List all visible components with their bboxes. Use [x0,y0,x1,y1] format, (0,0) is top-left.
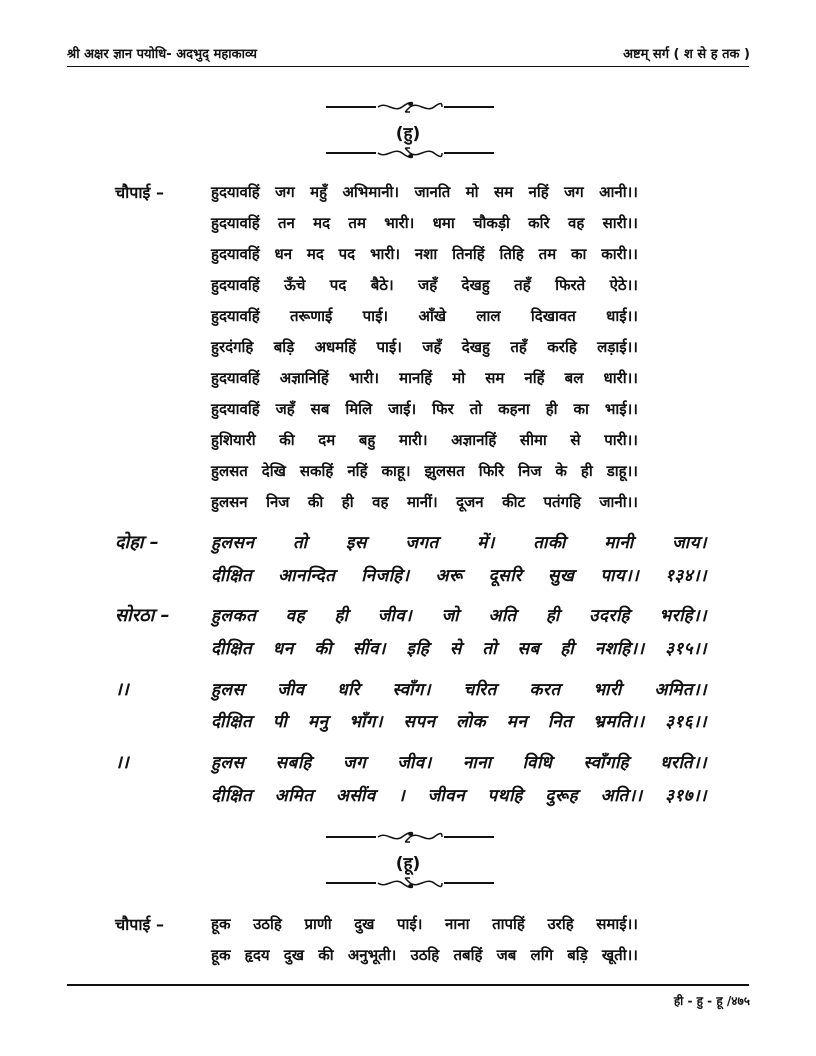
verse-line: हुदयावहिं ऊँचे पद बैठे। जहँ देखहु तहँ फिरते ऐठे।। [211,276,638,294]
section-heading-text: (हु) [395,124,421,144]
ornament-divider-top [326,830,494,844]
sortha-label: ।। [115,752,129,773]
ornament-divider-bottom [326,876,494,890]
sortha-line: हुलकत वह ही जीव। जो अति ही उदरहि भरहि।। [211,606,707,626]
flourish-icon [376,830,444,844]
flourish-icon [376,100,444,114]
verse-line: हुदयावहिं जग महुँ अभिमानी। जानति मो सम नहिं जग आनी।। [211,183,638,201]
verse-line: हुलसत देखि सकहिं नहिं काहू। झुलसत फिरि निज के ही डाहू।। [211,462,638,480]
chaupai-label: चौपाई – [115,915,164,934]
running-header-title: श्री अक्षर ज्ञान पयोधि- अदभुद् महाकाव्य [67,47,257,62]
footer-rule [67,984,749,986]
header-rule [67,66,749,67]
flourish-icon [376,876,444,890]
verse-line: हुदयावहिं तरूणाई पाई। आँखे लाल दिखावत धाई।। [211,307,638,325]
ornament-divider-top [326,100,494,114]
verse-line: हूक उठहि प्राणी दुख पाई। नाना तापहिं उरहि समाई।। [211,915,638,933]
sortha-line: दीक्षित धन की सींव। इहि से तो सब ही नशहि।। ३१५।। [211,639,707,659]
doha-label: दोहा – [115,532,159,553]
verse-line: हुलसन निज की ही वह मानीं। दूजन कीट पतंगहि जानी।। [211,493,638,511]
sortha-label: ।। [115,679,129,700]
verse-line: हुशियारी की दम बहु मारी। अज्ञानहिं सीमा से पारी।। [211,431,638,449]
verse-line: हुदयावहिं तन मद तम भारी। धमा चौकड़ी करि वह सारी।। [211,214,638,232]
sortha-line: हुलस जीव धरि स्वाँग। चरित करत भारी अमित।। [211,680,707,700]
verse-line: हुदयावहिं जहँ सब मिलि जाई। फिर तो कहना ही का भाई।। [211,400,638,418]
verse-line: हुदयावहिं अज्ञानिहिं भारी। मानहिं मो सम नहिं बल धारी।। [211,369,638,387]
flourish-icon [376,146,444,160]
verse-line: हुदयावहिं धन मद पद भारी। नशा तिनहिं तिहि तम का कारी।। [211,245,638,263]
page-number: ही - हु - हू /४७५ [673,994,750,1008]
doha-line: हुलसन तो इस जगत में। ताकी मानी जाय। [211,533,707,553]
sortha-line: दीक्षित पी मनु भाँग। सपन लोक मन नित भ्रमति।। ३१६।। [211,712,707,732]
sortha-label: सोरठा – [115,605,170,626]
sortha-line: हुलस सबहि जग जीव। नाना विधि स्वाँगहि धरति।। [211,753,707,773]
section-heading-text: (हू) [395,854,421,874]
chaupai-label: चौपाई – [115,183,164,202]
running-header-chapter: अष्टम् सर्ग ( श से ह तक ) [623,47,750,62]
sortha-line: दीक्षित अमित असींव । जीवन पथहि दुरूह अति।। ३१७।। [211,786,707,806]
verse-line: हुरदंगहि बड़ि अधमहिं पाई। जहँ देखहु तहँ करहि लड़ाई।। [211,338,638,356]
doha-line: दीक्षित आनन्दित निजहि। अरू दूसरि सुख पाय।। १३४।। [211,566,707,586]
ornament-divider-bottom [326,146,494,160]
verse-line: हूक हृदय दुख की अनुभूती। उठहि तबहिं जब लगि बड़ि खूती।। [211,946,638,964]
